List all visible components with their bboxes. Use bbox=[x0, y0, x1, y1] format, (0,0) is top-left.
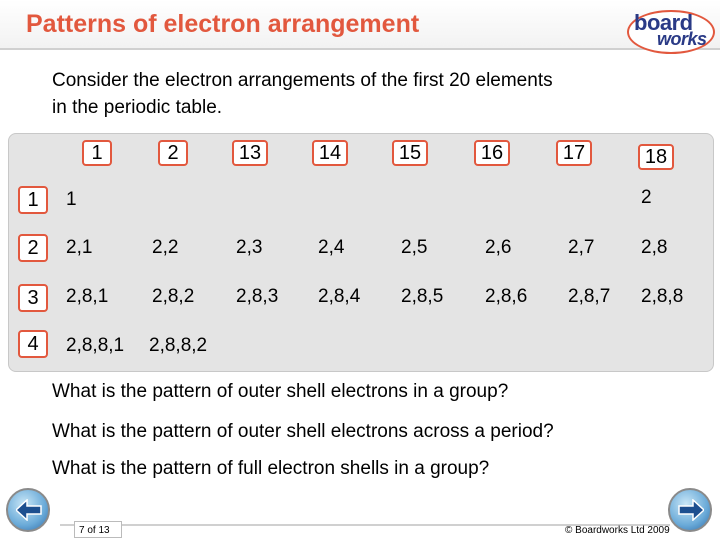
group-header-16: 16 bbox=[474, 140, 510, 166]
group-header-18: 18 bbox=[638, 144, 674, 170]
intro-line-1: Consider the electron arrangements of the first 20 elements bbox=[52, 70, 553, 91]
back-arrow-icon bbox=[16, 499, 42, 521]
header-divider bbox=[0, 48, 720, 50]
group-header-1: 1 bbox=[82, 140, 112, 166]
question-3: What is the pattern of full electron shells in a group? bbox=[52, 458, 490, 479]
table-cell: 2,8,4 bbox=[318, 286, 361, 307]
table-cell: 2,8 bbox=[641, 237, 668, 258]
period-label-3: 3 bbox=[18, 284, 48, 312]
intro-line-2: in the periodic table. bbox=[52, 97, 223, 118]
group-header-17: 17 bbox=[556, 140, 592, 166]
question-1: What is the pattern of outer shell electrons in a group? bbox=[52, 381, 509, 402]
page-number: 7 of 13 bbox=[79, 525, 110, 536]
table-cell: 2,8,8,2 bbox=[149, 335, 208, 356]
table-cell: 2,4 bbox=[318, 237, 345, 258]
group-header-14: 14 bbox=[312, 140, 348, 166]
group-header-15: 15 bbox=[392, 140, 428, 166]
forward-arrow-icon bbox=[678, 499, 704, 521]
group-header-13: 13 bbox=[232, 140, 268, 166]
table-cell: 2,1 bbox=[66, 237, 93, 258]
question-2: What is the pattern of outer shell electrons across a period? bbox=[52, 421, 554, 442]
table-cell: 1 bbox=[66, 189, 77, 210]
table-cell: 2,7 bbox=[568, 237, 595, 258]
table-cell: 2,6 bbox=[485, 237, 512, 258]
table-cell: 2,8,8 bbox=[641, 286, 684, 307]
logo-word-board: board bbox=[634, 10, 693, 35]
table-cell: 2,8,6 bbox=[485, 286, 528, 307]
page-title: Patterns of electron arrangement bbox=[26, 10, 420, 38]
boardworks-logo bbox=[624, 4, 720, 56]
period-label-1: 1 bbox=[18, 186, 48, 214]
copyright-notice: © Boardworks Ltd 2009 bbox=[565, 525, 670, 536]
table-cell: 2,5 bbox=[401, 237, 428, 258]
intro-text bbox=[52, 67, 712, 121]
table-cell: 2,2 bbox=[152, 237, 179, 258]
table-cell: 2,8,2 bbox=[152, 286, 195, 307]
group-header-2: 2 bbox=[158, 140, 188, 166]
table-cell: 2,8,8,1 bbox=[66, 335, 125, 356]
table-cell: 2,8,5 bbox=[401, 286, 444, 307]
table-cell: 2,3 bbox=[236, 237, 263, 258]
period-label-2: 2 bbox=[18, 234, 48, 262]
table-cell: 2 bbox=[641, 187, 652, 208]
table-cell: 2,8,3 bbox=[236, 286, 279, 307]
previous-slide-button[interactable] bbox=[6, 488, 50, 532]
logo-word-works: works bbox=[657, 29, 707, 49]
table-cell: 2,8,7 bbox=[568, 286, 611, 307]
period-label-4: 4 bbox=[18, 330, 48, 358]
next-slide-button[interactable] bbox=[668, 488, 712, 532]
table-cell: 2,8,1 bbox=[66, 286, 109, 307]
